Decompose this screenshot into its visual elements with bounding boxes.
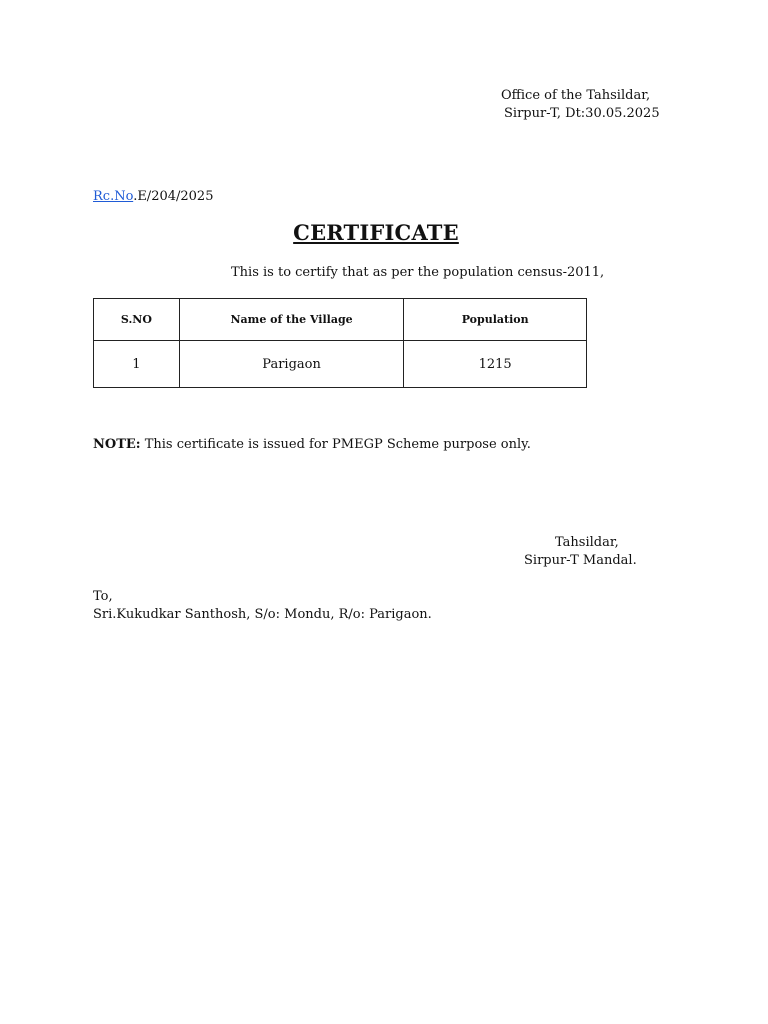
place-date-line: Sirpur-T, Dt:30.05.2025 bbox=[504, 106, 660, 121]
recipient-to: To, bbox=[93, 589, 113, 604]
reference-number-value: .E/204/2025 bbox=[133, 189, 214, 204]
table-cell-sno: 1 bbox=[94, 341, 180, 388]
table-header-village: Name of the Village bbox=[179, 299, 404, 341]
population-table bbox=[93, 298, 587, 388]
intro-text: This is to certify that as per the population census-2011, bbox=[231, 265, 605, 280]
certificate-title: CERTIFICATE bbox=[293, 220, 459, 245]
note-label: NOTE: bbox=[93, 437, 141, 452]
recipient-name: Sri.Kukudkar Santhosh, S/o: Mondu, R/o: Parigaon. bbox=[93, 607, 432, 622]
reference-number bbox=[93, 189, 213, 204]
signature-office: Sirpur-T Mandal. bbox=[524, 553, 637, 568]
table-header-sno: S.NO bbox=[94, 299, 180, 341]
signature-title: Tahsildar, bbox=[555, 535, 619, 550]
table-row bbox=[94, 341, 587, 388]
table-header-row bbox=[94, 299, 587, 341]
note-line bbox=[93, 437, 531, 452]
office-line: Office of the Tahsildar, bbox=[501, 88, 651, 103]
table-header-population: Population bbox=[404, 299, 587, 341]
reference-link[interactable]: Rc.No bbox=[93, 189, 134, 204]
note-text: This certificate is issued for PMEGP Scheme purpose only. bbox=[140, 437, 531, 452]
table-cell-population: 1215 bbox=[404, 341, 587, 388]
table-cell-village: Parigaon bbox=[179, 341, 404, 388]
